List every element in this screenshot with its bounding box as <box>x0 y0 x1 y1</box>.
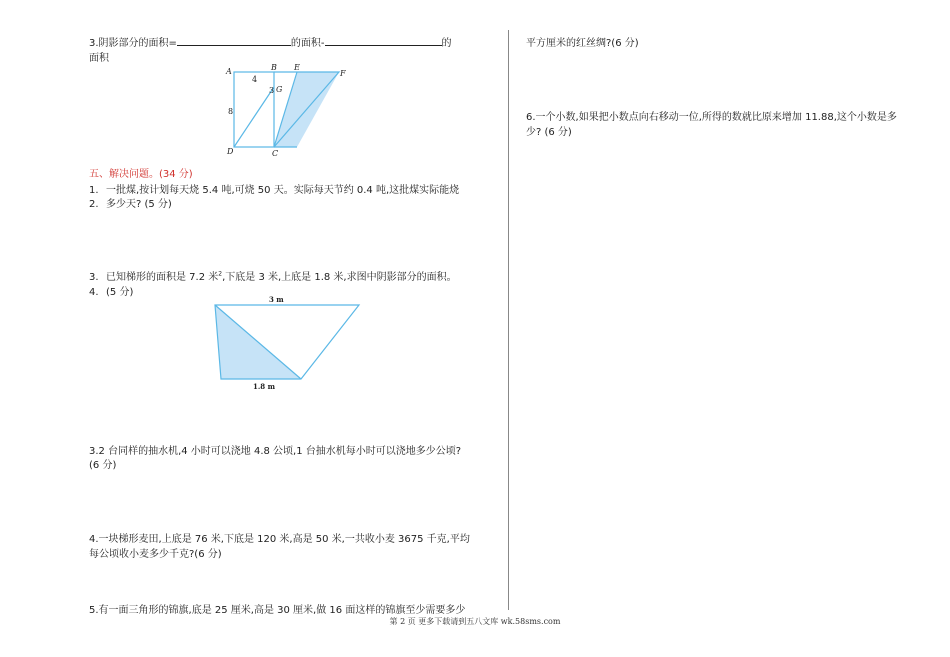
segment-DG <box>234 87 274 147</box>
label-C: C <box>272 149 279 158</box>
num-4: 4. <box>89 287 99 298</box>
question-5-line1: 5.有一面三角形的锦旗,底是 25 厘米,高是 30 厘米,做 16 面这样的锦旗至少需要多少 <box>89 605 466 616</box>
question-3-line2: (6 分) <box>89 460 117 471</box>
q3-line2: 面积 <box>89 53 109 64</box>
problem-2-line1 <box>89 268 457 283</box>
answer-blank-1[interactable] <box>177 35 291 46</box>
problem-2-line2 <box>89 283 133 298</box>
question-4-line1: 4.一块梯形麦田,上底是 76 米,下底是 120 米,高是 50 米,一共收小麦 3675 千克,平均 <box>89 534 470 545</box>
num-2: 2. <box>89 199 99 210</box>
label-F: F <box>340 69 346 78</box>
label-right-3: 3 <box>269 86 275 95</box>
label-3m: 3 m <box>269 295 284 304</box>
label-A: A <box>226 67 232 76</box>
p3-sup: 2 <box>218 270 223 278</box>
label-D: D <box>227 147 234 156</box>
label-G: G <box>276 85 283 94</box>
label-E: E <box>294 63 300 72</box>
label-B: B <box>271 63 277 72</box>
column-divider <box>508 30 509 610</box>
label-top-4: 4 <box>252 75 258 84</box>
question-4-line2: 每公顷收小麦多少千克?(6 分) <box>89 549 222 560</box>
label-1.8m: 1.8 m <box>253 382 276 391</box>
figure-rectangle-parallelogram <box>224 62 354 158</box>
figure-trapezoid <box>205 293 370 393</box>
q3-mid: 的面积- <box>290 38 325 49</box>
num-3: 3. <box>89 272 99 283</box>
problem-1-line1 <box>89 181 459 196</box>
p1-text: 一批煤,按计划每天烧 5.4 吨,可烧 50 天。实际每天节约 0.4 吨,这批煤实际能烧 <box>106 185 460 196</box>
p3-text-a: 已知梯形的面积是 7.2 米 <box>106 272 219 283</box>
question-5-continued: 平方厘米的红丝绸?(6 分) <box>526 38 639 49</box>
page-footer: 第 2 页 更多下载请到五八文库 wk.58sms.com <box>389 617 561 626</box>
question-3-blank-line <box>89 34 452 49</box>
label-left-8: 8 <box>228 107 234 116</box>
answer-blank-2[interactable] <box>325 35 442 46</box>
p3-text-b: ,下底是 3 米,上底是 1.8 米,求图中阴影部分的面积。 <box>222 272 457 283</box>
problem-1-line2 <box>89 195 172 210</box>
section-5-heading: 五、解决问题。(34 分) <box>89 169 193 180</box>
q3-prefix: 3.阴影部分的面积= <box>89 38 177 49</box>
question-3-line1: 3.2 台同样的抽水机,4 小时可以浇地 4.8 公顷,1 台抽水机每小时可以浇地多少公顷? <box>89 446 462 457</box>
question-6-line1: 6.一个小数,如果把小数点向右移动一位,所得的数就比原来增加 11.88,这个小数是多 <box>526 112 897 123</box>
num-1: 1. <box>89 185 99 196</box>
question-6-line2: 少? (6 分) <box>526 127 572 138</box>
p4-text: (5 分) <box>106 287 134 298</box>
q3-suffix: 的 <box>441 38 452 49</box>
p2-text: 多少天? (5 分) <box>106 199 172 210</box>
